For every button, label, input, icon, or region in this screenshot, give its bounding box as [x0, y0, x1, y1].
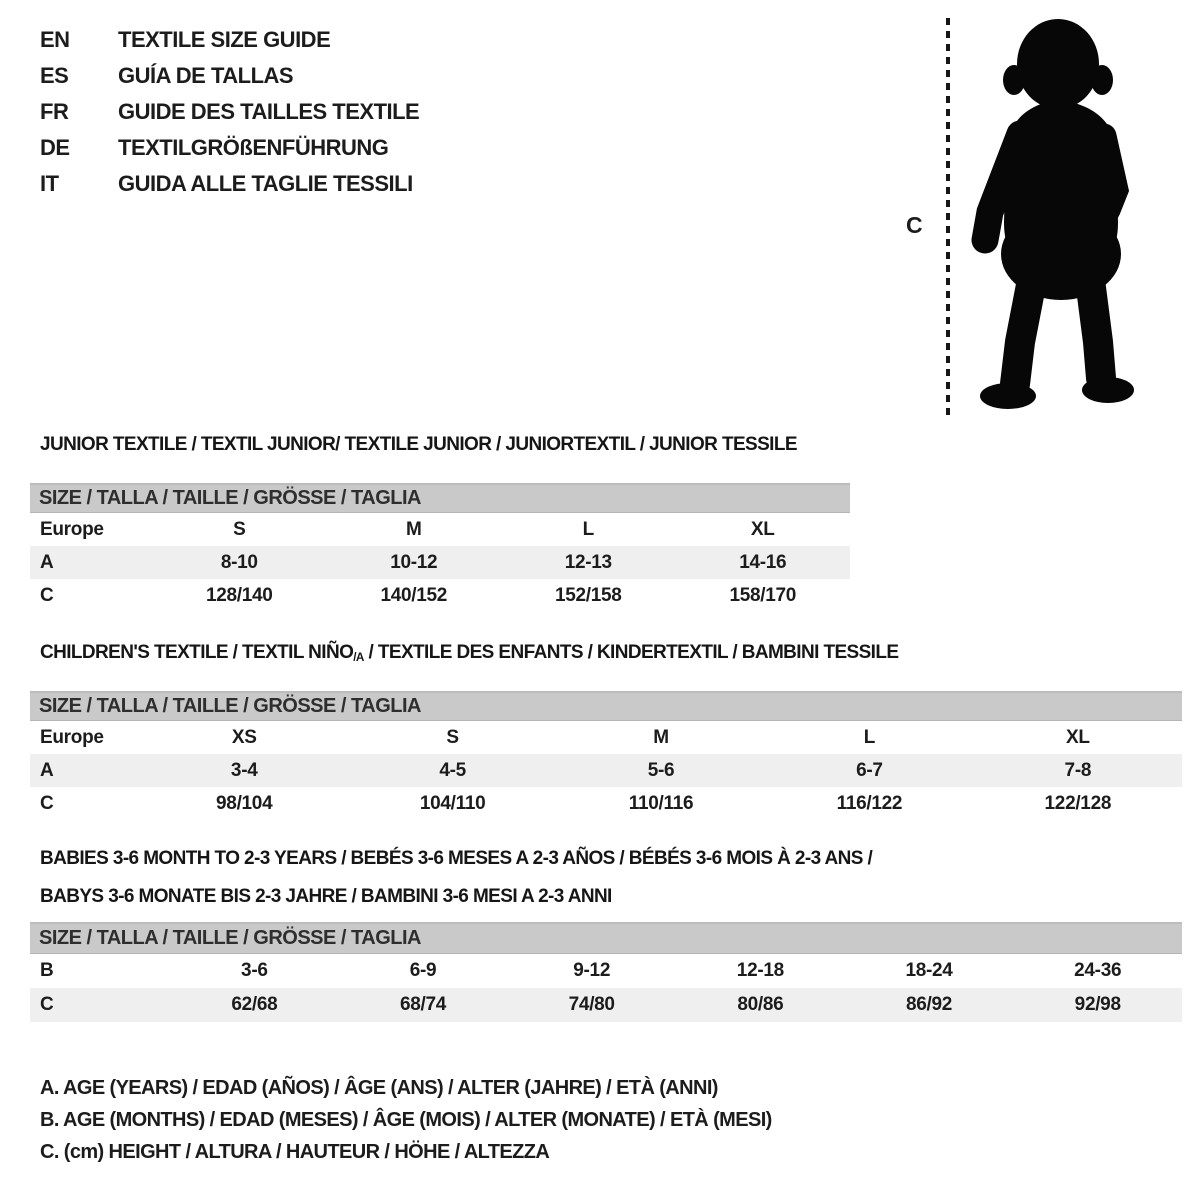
lang-row-it — [40, 166, 419, 202]
junior-size-table — [30, 483, 850, 612]
toddler-silhouette-illustration — [958, 12, 1146, 416]
row-label: Europe — [40, 518, 104, 540]
table-row — [30, 787, 1182, 820]
table-row — [30, 513, 850, 546]
table-cell: 122/128 — [1044, 792, 1112, 814]
table-row — [30, 754, 1182, 787]
table-cell: 152/158 — [554, 584, 622, 606]
language-title-block — [40, 22, 419, 202]
table-cell: 12-13 — [564, 551, 612, 573]
lang-row-de — [40, 130, 419, 166]
lang-code: DE — [40, 135, 70, 160]
row-label: A — [40, 551, 54, 573]
lang-label: GUÍA DE TALLAS — [118, 63, 294, 88]
lang-row-es — [40, 58, 419, 94]
table-cell: 5-6 — [647, 759, 675, 781]
table-cell: XL — [1065, 726, 1090, 748]
row-label: C — [40, 792, 54, 814]
table-cell: 158/170 — [729, 584, 797, 606]
table-cell: 24-36 — [1074, 960, 1122, 981]
table-cell: M — [405, 518, 422, 540]
babies-section-title-line2: BABYS 3-6 MONATE BIS 2-3 JAHRE / BAMBINI 3-6 MESI A 2-3 ANNI — [40, 886, 612, 907]
table-cell: 110/116 — [628, 792, 694, 814]
row-label: C — [40, 994, 54, 1015]
table-cell: XS — [231, 726, 257, 748]
table-cell: 9-12 — [573, 960, 611, 981]
size-header-band: SIZE / TALLA / TAILLE / GRÖSSE / TAGLIA — [30, 691, 1182, 721]
table-cell: 3-6 — [241, 960, 268, 981]
lang-code: ES — [40, 63, 69, 88]
lang-row-en — [40, 22, 419, 58]
table-cell: 104/110 — [419, 792, 486, 814]
measure-legend — [40, 1072, 772, 1168]
children-title-sub: /A — [353, 651, 364, 664]
row-label: A — [40, 759, 54, 781]
table-cell: 86/92 — [906, 994, 953, 1015]
legend-line-a: A. AGE (YEARS) / EDAD (AÑOS) / ÂGE (ANS) / ALTER (JAHRE) / ETÀ (ANNI) — [40, 1077, 718, 1099]
children-size-table — [30, 691, 1182, 820]
height-measure-dashed-line — [946, 18, 950, 416]
table-cell: 74/80 — [568, 994, 615, 1015]
lang-code: FR — [40, 99, 69, 124]
table-cell: 7-8 — [1064, 759, 1092, 781]
table-row — [30, 721, 1182, 754]
legend-line-b: B. AGE (MONTHS) / EDAD (MESES) / ÂGE (MOIS) / ALTER (MONATE) / ETÀ (MESI) — [40, 1109, 772, 1131]
table-row — [30, 988, 1182, 1022]
row-label: Europe — [40, 726, 104, 748]
table-cell: 92/98 — [1074, 994, 1121, 1015]
babies-size-table — [30, 922, 1182, 1022]
babies-section-title-line1: BABIES 3-6 MONTH TO 2-3 YEARS / BEBÉS 3-6 MESES A 2-3 AÑOS / BÉBÉS 3-6 MOIS À 2-3 ANS / — [40, 848, 873, 869]
children-title-text: CHILDREN'S TEXTILE / TEXTIL NIÑO — [40, 642, 354, 663]
lang-label: GUIDE DES TAILLES TEXTILE — [118, 99, 420, 124]
table-row — [30, 954, 1182, 988]
table-cell: L — [582, 518, 594, 540]
row-label: C — [40, 584, 54, 606]
table-cell: 68/74 — [399, 994, 447, 1015]
table-cell: 62/68 — [231, 994, 278, 1015]
lang-label: GUIDA ALLE TAGLIE TESSILI — [118, 171, 413, 196]
table-cell: 3-4 — [230, 759, 258, 781]
junior-section-title: JUNIOR TEXTILE / TEXTIL JUNIOR/ TEXTILE JUNIOR / JUNIORTEXTIL / JUNIOR TESSILE — [40, 434, 797, 455]
table-cell: 14-16 — [739, 551, 787, 573]
lang-code: IT — [40, 171, 59, 196]
lang-row-fr — [40, 94, 419, 130]
table-cell: XL — [750, 518, 775, 540]
legend-line-c: C. (cm) HEIGHT / ALTURA / HAUTEUR / HÖHE / ALTEZZA — [40, 1141, 550, 1163]
children-title-text: / TEXTILE DES ENFANTS / KINDERTEXTIL / BAMBINI TESSILE — [363, 642, 899, 663]
table-cell: 98/104 — [216, 792, 273, 814]
table-cell: S — [446, 726, 459, 748]
lang-code: EN — [40, 27, 70, 52]
table-cell: M — [653, 726, 669, 748]
table-cell: S — [233, 518, 246, 540]
table-cell: 80/86 — [737, 994, 784, 1015]
lang-label: TEXTILE SIZE GUIDE — [118, 27, 331, 52]
table-cell: 128/140 — [205, 584, 273, 606]
table-cell: L — [863, 726, 876, 748]
row-label: B — [40, 960, 54, 981]
table-cell: 8-10 — [220, 551, 258, 573]
table-row — [30, 579, 850, 612]
table-row — [30, 546, 850, 579]
size-header-band: SIZE / TALLA / TAILLE / GRÖSSE / TAGLIA — [30, 922, 1182, 954]
lang-label: TEXTILGRÖßENFÜHRUNG — [118, 135, 389, 160]
table-cell: 18-24 — [905, 960, 953, 981]
children-section-title — [40, 642, 898, 664]
table-cell: 10-12 — [390, 551, 438, 573]
table-cell: 6-9 — [409, 960, 437, 981]
table-cell: 116/122 — [836, 792, 903, 814]
table-cell: 6-7 — [856, 759, 883, 781]
table-cell: 12-18 — [736, 960, 784, 981]
table-cell: 140/152 — [380, 584, 448, 606]
measure-c-label: C — [906, 212, 923, 238]
size-header-band: SIZE / TALLA / TAILLE / GRÖSSE / TAGLIA — [30, 483, 850, 513]
table-cell: 4-5 — [439, 759, 466, 781]
